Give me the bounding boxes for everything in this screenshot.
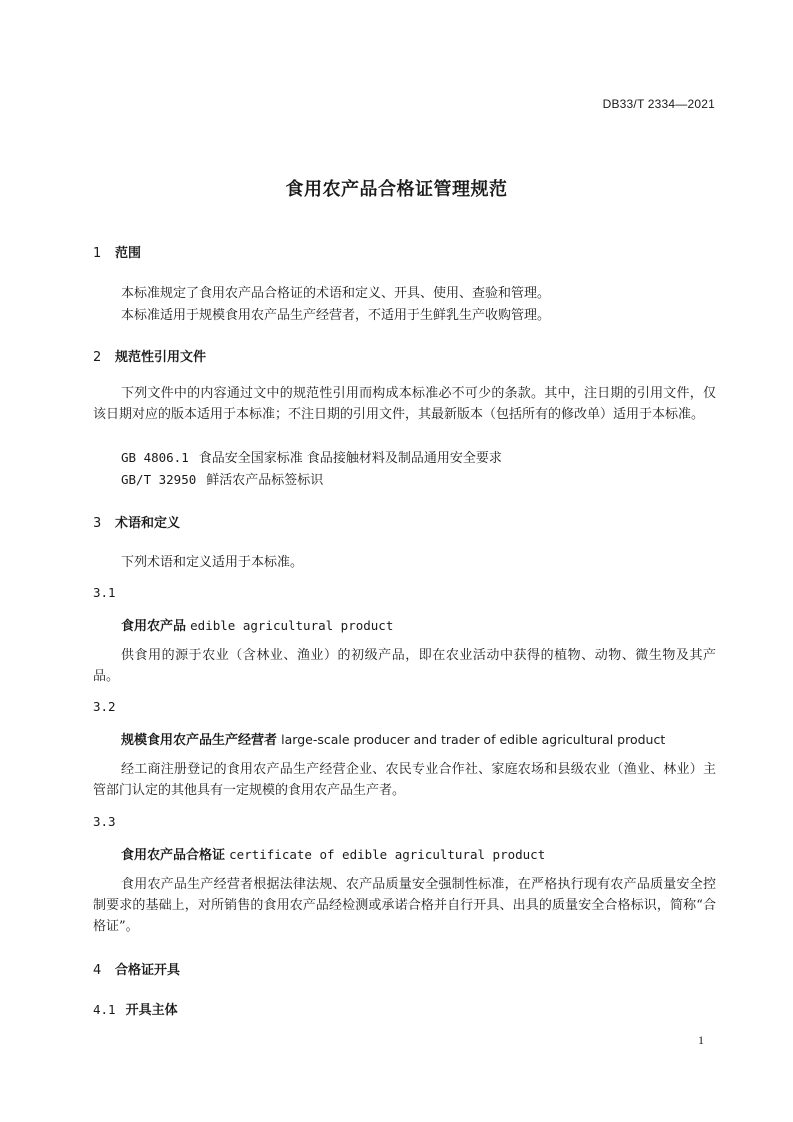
section-number: 2 xyxy=(93,350,102,365)
reference-code: GB 4806.1 xyxy=(121,450,189,465)
term-chinese: 食用农产品合格证 xyxy=(121,848,226,863)
section-2-heading xyxy=(93,346,206,365)
section-title: 术语和定义 xyxy=(115,516,181,531)
clause-number: 3.3 xyxy=(93,814,116,829)
section-title: 范围 xyxy=(115,246,142,261)
page-number: 1 xyxy=(698,1033,704,1047)
paragraph: 本标准适用于规模食用农产品生产经营者，不适用于生鲜乳生产收购管理。 xyxy=(121,308,551,323)
section-number: 4 xyxy=(93,963,102,978)
section-number: 1 xyxy=(93,246,102,261)
term-heading xyxy=(121,844,545,863)
subsection-4-1-heading xyxy=(93,999,178,1018)
reference-name: 食品安全国家标准 食品接触材料及制品通用安全要求 xyxy=(198,451,502,466)
reference-item xyxy=(121,447,502,466)
term-definition: 食用农产品生产经营者根据法律法规、农产品质量安全强制性标准，在严格执行现有农产品质量安全控制要求的基础上，对所销售的食用农产品经检测或承诺合格并自行开具、出具的质量安全合格标识，简称“合格证”。 xyxy=(93,877,716,934)
reference-name: 鲜活农产品标签标识 xyxy=(206,473,324,488)
paragraph: 下列文件中的内容通过文中的规范性引用而构成本标准必不可少的条款。其中，注日期的引用文件，仅该日期对应的版本适用于本标准；不注日期的引用文件，其最新版本（包括所有的修改单）适用于本标准。 xyxy=(93,386,716,422)
section-title: 规范性引用文件 xyxy=(115,350,207,365)
paragraph: 本标准规定了食用农产品合格证的术语和定义、开具、使用、查验和管理。 xyxy=(121,286,551,301)
term-chinese: 食用农产品 xyxy=(121,619,187,634)
section-3-heading xyxy=(93,512,180,531)
section-4-heading xyxy=(93,959,180,978)
section-title: 合格证开具 xyxy=(115,963,181,978)
section-number: 3 xyxy=(93,516,102,531)
term-english: edible agricultural product xyxy=(190,618,394,633)
document-code: DB33/T 2334—2021 xyxy=(602,97,715,111)
subsection-number: 4.1 xyxy=(93,1002,116,1017)
clause-number: 3.2 xyxy=(93,699,116,714)
term-definition: 经工商注册登记的食用农产品生产经营企业、农民专业合作社、家庭农场和县级农业（渔业、林业）主管部门认定的其他具有一定规模的食用农产品生产者。 xyxy=(93,762,716,798)
reference-code: GB/T 32950 xyxy=(121,472,197,487)
clause-number: 3.1 xyxy=(93,585,116,600)
subsection-title: 开具主体 xyxy=(125,1003,178,1018)
document-title: 食用农产品合格证管理规范 xyxy=(285,179,508,200)
term-heading xyxy=(121,729,665,748)
term-english: certificate of edible agricultural product xyxy=(229,847,546,862)
term-chinese: 规模食用农产品生产经营者 xyxy=(121,733,278,748)
paragraph: 下列术语和定义适用于本标准。 xyxy=(121,555,304,570)
term-heading xyxy=(121,615,393,634)
term-english: large-scale producer and trader of edible agricultural product xyxy=(281,732,666,747)
term-definition: 供食用的源于农业（含林业、渔业）的初级产品，即在农业活动中获得的植物、动物、微生物及其产品。 xyxy=(93,648,716,684)
reference-item xyxy=(121,469,323,488)
section-1-heading xyxy=(93,242,141,261)
